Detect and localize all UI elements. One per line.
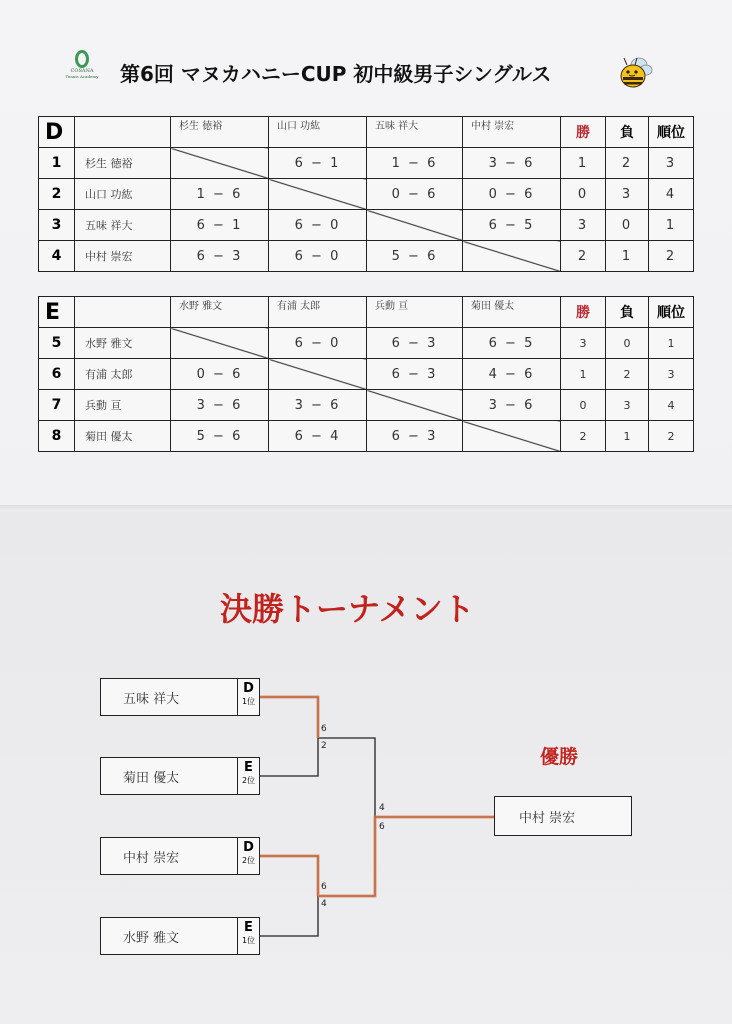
group-label: E [39,297,75,328]
win-count: 3 [561,210,606,241]
row-player: 五味 祥大 [75,210,171,241]
bracket-entrant [100,678,260,716]
win-count: 2 [561,421,606,452]
loss-count: 2 [606,148,649,179]
logo-line1: COSANA [70,68,94,74]
loss-count: 3 [606,390,649,421]
row-player: 有浦 太郎 [75,359,171,390]
entrant-name: 五味 祥大 [123,692,180,707]
score-cell: 5 − 6 [171,421,269,452]
rank-value: 1 [649,328,694,359]
entrant-rank: 2位 [241,776,256,785]
entrant-group: E [244,920,253,935]
entrant-name: 水野 雅文 [123,931,180,946]
entrant-group: D [243,681,254,696]
score-cell: 0 − 6 [367,179,463,210]
loss-count: 0 [606,328,649,359]
champion-label: 優勝 [540,746,579,768]
score-cell: 0 − 6 [171,359,269,390]
row-player: 山口 功紘 [75,179,171,210]
entrant-name: 菊田 優太 [123,771,180,786]
col-loss: 負 [606,297,649,328]
entrant-tag [237,838,259,874]
col-player: 五味 祥大 [367,117,463,148]
score-cell: 3 − 6 [463,148,561,179]
semi2-score-top: 6 [321,882,327,892]
row-player: 中村 崇宏 [75,241,171,272]
score-cell: 5 − 6 [367,241,463,272]
bracket-entrant [100,917,260,955]
final-score-top: 4 [379,803,385,813]
entrant-name: 中村 崇宏 [123,851,180,866]
row-player: 菊田 優太 [75,421,171,452]
col-player: 有浦 太郎 [269,297,367,328]
row-number: 2 [39,179,75,210]
col-player: 兵動 亘 [367,297,463,328]
score-cell: 0 − 6 [463,179,561,210]
col-player: 中村 崇宏 [463,117,561,148]
win-count: 1 [561,359,606,390]
score-cell: 3 − 6 [269,390,367,421]
rank-value: 2 [649,241,694,272]
score-cell: 6 − 0 [269,210,367,241]
score-cell: 6 − 3 [171,241,269,272]
entrant-group: D [243,840,254,855]
bracket-entrant [100,757,260,795]
row-number: 5 [39,328,75,359]
semi1-score-top: 6 [321,724,327,734]
row-number: 6 [39,359,75,390]
score-cell: 6 − 4 [269,421,367,452]
col-rank: 順位 [649,297,694,328]
semi2-score-bottom: 4 [321,899,327,909]
bracket-entrant [100,837,260,875]
tournament-title: 決勝トーナメント [220,590,475,628]
score-cell: 6 − 0 [269,241,367,272]
final-score-bottom: 6 [379,822,385,832]
col-win: 勝 [561,297,606,328]
logo-line2: Tennis Academy [65,74,99,79]
row-number: 8 [39,421,75,452]
loss-count: 0 [606,210,649,241]
score-cell: 3 − 6 [463,390,561,421]
rank-value: 1 [649,210,694,241]
champion-name: 中村 崇宏 [519,811,576,826]
row-number: 3 [39,210,75,241]
win-count: 3 [561,328,606,359]
entrant-tag [237,918,259,954]
rank-value: 3 [649,359,694,390]
row-player: 水野 雅文 [75,328,171,359]
group-label: D [39,117,75,148]
entrant-rank: 1位 [241,936,256,945]
score-cell: 1 − 6 [171,179,269,210]
col-rank: 順位 [649,117,694,148]
champion-box [494,796,632,836]
rank-value: 3 [649,148,694,179]
score-cell: 6 − 0 [269,328,367,359]
rank-value: 4 [649,179,694,210]
loss-count: 2 [606,359,649,390]
rank-value: 4 [649,390,694,421]
row-number: 4 [39,241,75,272]
entrant-group: E [244,760,253,775]
win-count: 1 [561,148,606,179]
col-loss: 負 [606,117,649,148]
semi1-score-bottom: 2 [321,741,327,751]
win-count: 2 [561,241,606,272]
col-player: 杉生 徳裕 [171,117,269,148]
loss-count: 1 [606,241,649,272]
loss-count: 3 [606,179,649,210]
score-cell: 6 − 3 [367,328,463,359]
score-cell: 6 − 3 [367,421,463,452]
row-number: 1 [39,148,75,179]
score-cell: 6 − 5 [463,328,561,359]
score-cell: 6 − 3 [367,359,463,390]
score-cell: 6 − 1 [171,210,269,241]
score-cell: 4 − 6 [463,359,561,390]
rank-value: 2 [649,421,694,452]
entrant-rank: 2位 [241,856,256,865]
entrant-tag [237,679,259,715]
row-number: 7 [39,390,75,421]
col-player: 菊田 優太 [463,297,561,328]
col-win: 勝 [561,117,606,148]
score-cell: 6 − 5 [463,210,561,241]
entrant-rank: 1位 [241,697,256,706]
row-player: 杉生 徳裕 [75,148,171,179]
col-player: 山口 功紘 [269,117,367,148]
score-cell: 3 − 6 [171,390,269,421]
row-player: 兵動 亘 [75,390,171,421]
loss-count: 1 [606,421,649,452]
score-cell: 1 − 6 [367,148,463,179]
score-cell: 6 − 1 [269,148,367,179]
win-count: 0 [561,390,606,421]
col-player: 水野 雅文 [171,297,269,328]
entrant-tag [237,758,259,794]
page-title: 第6回 マヌカハニーCUP 初中級男子シングルス [120,62,552,86]
win-count: 0 [561,179,606,210]
